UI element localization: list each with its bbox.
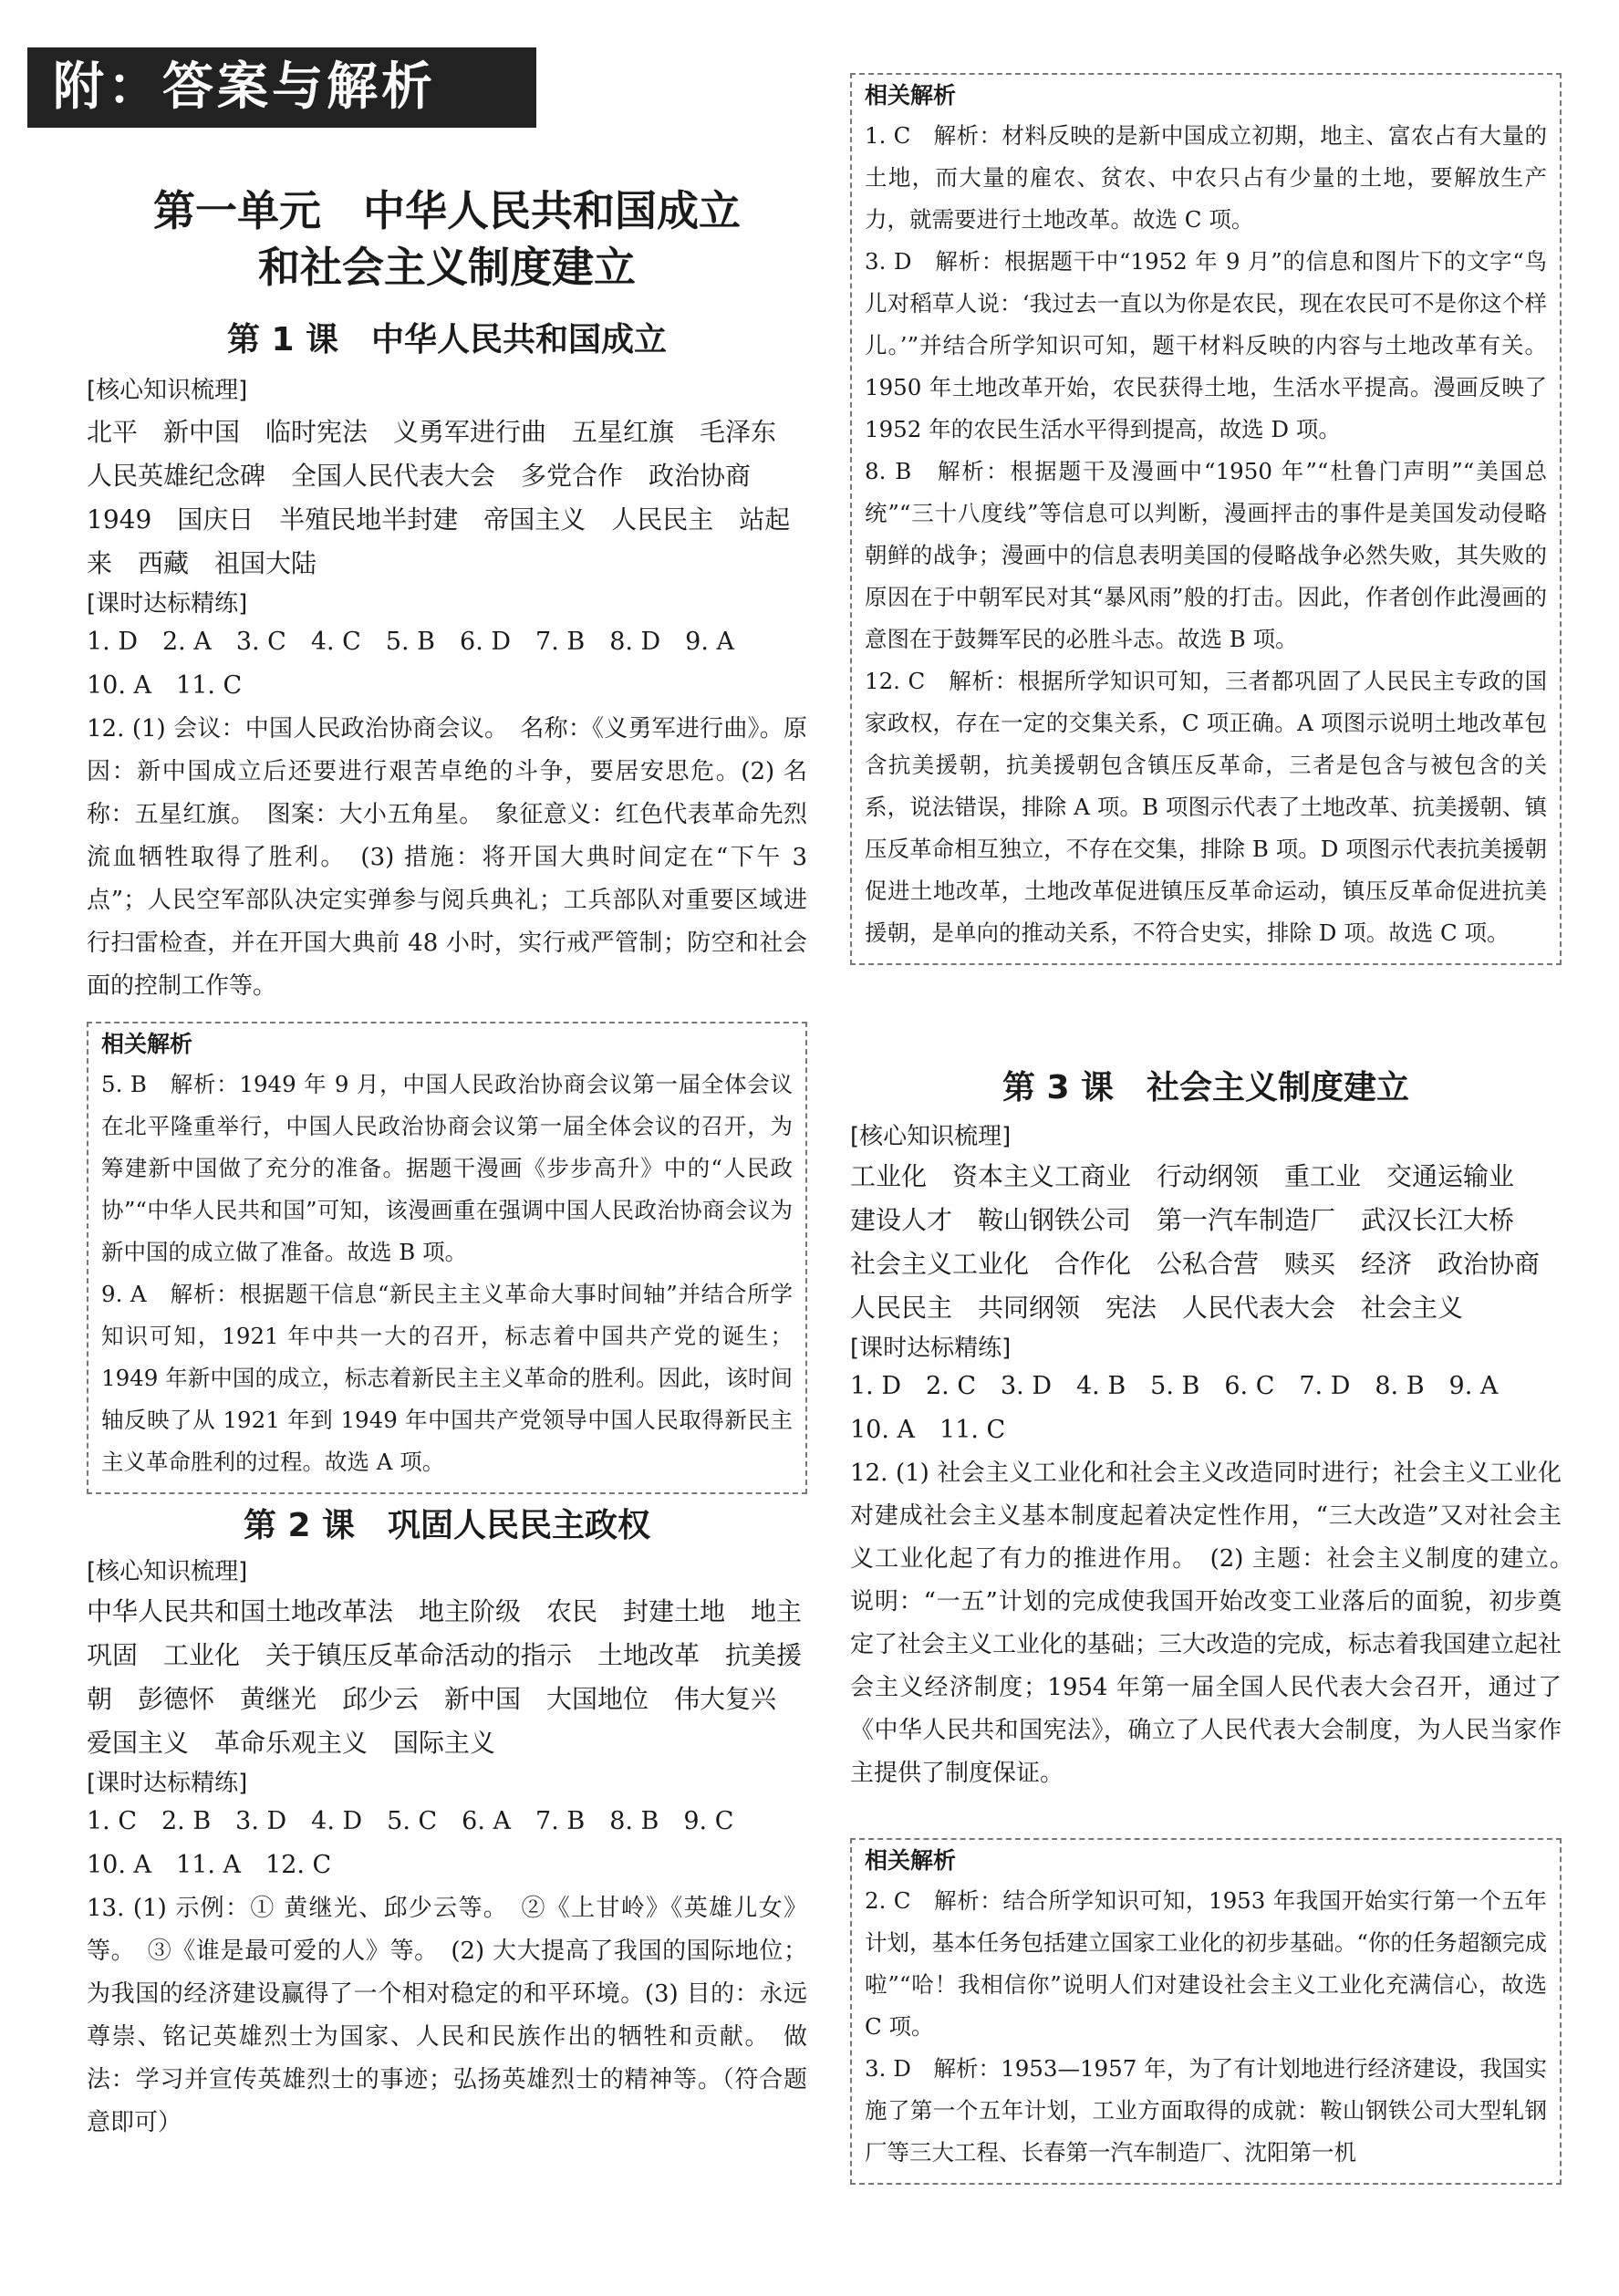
lesson1-keywords: 北平 新中国 临时宪法 义勇军进行曲 五星红旗 毛泽东 人民英雄纪念碑 全国人民代表大会 多党合作 政治协商 1949 国庆日 半殖民地半封建 帝国主义 人民民主 站起来 西藏 祖国大陆: [87, 417, 803, 578]
lesson3-keywords: 工业化 资本主义工商业 行动纲领 重工业 交通运输业 建设人才 鞍山钢铁公司 第一汽车制造厂 武汉长江大桥 社会主义工业化 合作化 公私合营 赎买 经济 政治协商 人民民主 共同纲领 宪法 人民代表大会 社会主义: [850, 1161, 1566, 1323]
lesson2-analysis-label: 相关解析: [865, 82, 957, 109]
lesson1-analysis-label: 相关解析: [101, 1031, 193, 1057]
lesson3-title: 第 3 课 社会主义制度建立: [1001, 1069, 1410, 1106]
lesson3-answers-line1: 1. D 2. C 3. D 4. B 5. B 6. C 7. D 8. B 9. A: [850, 1372, 1499, 1400]
lesson3-q12: 12. (1) 社会主义工业化和社会主义改造同时进行；社会主义工业化对建成社会主义基本制度起着决定性作用，“三大改造”又对社会主义工业化起了有力的推进作用。 (2) 主题：社会主义制度的建立。 说明：“一五”计划的完成使我国开始改变工业落后的面貌，初步奠定了社会主义工业化的基础；三大改造的完成，标志着我国建立起社会主义经济制度；1954 年第一届全国人民代表大会召开，通过了《中华人民共和国宪法》，确立了人民代表大会制度，为人民当家作主提供了制度保证。: [850, 1460, 1586, 1787]
lesson2-core-label: [核心知识梳理]: [87, 1558, 248, 1585]
lesson1-core-label: [核心知识梳理]: [87, 377, 248, 404]
lesson2-analysis-item: 8. B 解析：根据题干及漫画中“1950 年”“杜鲁门声明”“美国总统”“三十八度线”等信息可以判断，漫画抨击的事件是美国发动侵略朝鲜的战争；漫画中的信息表明美国的侵略战争必然失败，其失败的原因在于中朝军民对其“暴风雨”般的打击。因此，作者创作此漫画的意图在于鼓舞军民的必胜斗志。故选 B 项。: [865, 458, 1547, 652]
lesson2-analysis-item: 12. C 解析：根据所学知识可知，三者都巩固了人民民主专政的国家政权，存在一定的交集关系，C 项正确。A 项图示说明土地改革包含抗美援朝，抗美援朝包含镇压反革命，三者是包含与被包含的关系，说法错误，排除 A 项。B 项图示代表了土地改革、抗美援朝、镇压反革命相互独立，不存在交集，排除 B 项。D 项图示代表抗美援朝促进土地改革，土地改革促进镇压反革命运动，镇压反革命促进抗美援朝，是单向的推动关系，不符合史实，排除 D 项。故选 C 项。: [865, 668, 1547, 946]
lesson1-answers-line1: 1. D 2. A 3. C 4. C 5. B 6. D 7. B 8. D 9. A: [87, 628, 735, 656]
lesson3-analysis-item: 3. D 解析：1953—1957 年，为了有计划地进行经济建设，我国实施了第一个五年计划，工业方面取得的成就：鞍山钢铁公司大型轧钢厂等三大工程、长春第一汽车制造厂、沈阳第一机: [865, 2055, 1547, 2166]
lesson2-answers-line2: 10. A 11. A 12. C: [87, 1851, 332, 1879]
lesson2-practice-label: [课时达标精练]: [87, 1770, 248, 1797]
lesson3-analysis-box: [850, 1838, 1562, 2185]
lesson2-analysis-item: 1. C 解析：材料反映的是新中国成立初期，地主、富农占有大量的土地，而大量的雇农、贫农、中农只占有少量的土地，要解放生产力，就需要进行土地改革。故选 C 项。: [865, 122, 1547, 233]
lesson3-analysis-item: 2. C 解析：结合所学知识可知，1953 年我国开始实行第一个五年计划，基本任务包括建立国家工业化的初步基础。“你的任务超额完成啦”“哈！我相信你”说明人们对建设社会主义工业化充满信心，故选 C 项。: [865, 1887, 1547, 2040]
lesson2-title: 第 2 课 巩固人民民主政权: [243, 1507, 651, 1544]
lesson1-analysis-box: [87, 1022, 807, 1494]
lesson1-q12: 12. (1) 会议：中国人民政治协商会议。 名称：《义勇军进行曲》。原因：新中国成立后还要进行艰苦卓绝的斗争，要居安思危。(2) 名称：五星红旗。 图案：大小五角星。 象征意义：红色代表革命先烈流血牺牲取得了胜利。 (3) 措施：将开国大典时间定在“下午 3 点”；人民空军部队决定实弹参与阅兵典礼；工兵部队对重要区域进行扫雷检查，并在开国大典前 48 小时，实行戒严管制；防空和社会面的控制工作等。: [87, 715, 807, 1000]
lesson1-answers-line2: 10. A 11. C: [87, 671, 243, 700]
lesson1-title: 第 1 课 中华人民共和国成立: [226, 321, 668, 358]
lesson2-analysis-box: [850, 73, 1562, 965]
lesson3-core-label: [核心知识梳理]: [850, 1123, 1012, 1150]
section-banner: 附：答案与解析: [27, 47, 536, 128]
lesson1-analysis-item: 5. B 解析：1949 年 9 月，中国人民政治协商会议第一届全体会议在北平隆重举行，中国人民政治协商会议第一届全体会议的召开，为筹建新中国做了充分的准备。据题干漫画《步步高升》中的“人民政协”“中华人民共和国”可知，该漫画重在强调中国人民政治协商会议为新中国的成立做了准备。故选 B 项。: [101, 1071, 793, 1265]
lesson3-analysis-label: 相关解析: [865, 1847, 957, 1874]
unit-title-line-2: 和社会主义制度建立: [258, 243, 636, 292]
lesson2-answers-line1: 1. C 2. B 3. D 4. D 5. C 6. A 7. B 8. B 9. C: [87, 1807, 734, 1835]
lesson1-practice-label: [课时达标精练]: [87, 590, 248, 618]
unit-title: [87, 182, 807, 296]
lesson2-keywords: 中华人民共和国土地改革法 地主阶级 农民 封建土地 地主 巩固 工业化 关于镇压反革命活动的指示 土地改革 抗美援朝 彭德怀 黄继光 邱少云 新中国 大国地位 伟大复兴 爱国主义 革命乐观主义 国际主义: [87, 1596, 828, 1758]
lesson2-analysis-item: 3. D 解析：根据题干中“1952 年 9 月”的信息和图片下的文字“鸟儿对稻草人说：‘我过去一直以为你是农民，现在农民可不是你这个样儿。’”并结合所学知识可知，题干材料反映的内容与土地改革有关。1950 年土地改革开始，农民获得土地，生活水平提高。漫画反映了 1952 年的农民生活水平得到提高，故选 D 项。: [865, 248, 1547, 442]
lesson3-answers-line2: 10. A 11. C: [850, 1416, 1006, 1444]
unit-title-line-1: 第一单元 中华人民共和国成立: [153, 186, 741, 235]
lesson2-q13: 13. (1) 示例：① 黄继光、邱少云等。 ②《上甘岭》《英雄儿女》等。 ③《谁是最可爱的人》等。 (2) 大大提高了我国的国际地位；为我国的经济建设赢得了一个相对稳定的和平环境。(3) 目的：永远尊崇、铭记英雄烈士为国家、人民和民族作出的牺牲和贡献。 做法：学习并宣传英雄烈士的事迹；弘扬英雄烈士的精神等。（符合题意即可）: [87, 1895, 807, 2136]
lesson1-analysis-item: 9. A 解析：根据题干信息“新民主主义革命大事时间轴”并结合所学知识可知，1921 年中共一大的召开，标志着中国共产党的诞生；1949 年新中国的成立，标志着新民主主义革命的胜利。因此，该时间轴反映了从 1921 年到 1949 年中国共产党领导中国人民取得新民主主义革命胜利的过程。故选 A 项。: [101, 1281, 793, 1475]
lesson3-practice-label: [课时达标精练]: [850, 1335, 1012, 1362]
